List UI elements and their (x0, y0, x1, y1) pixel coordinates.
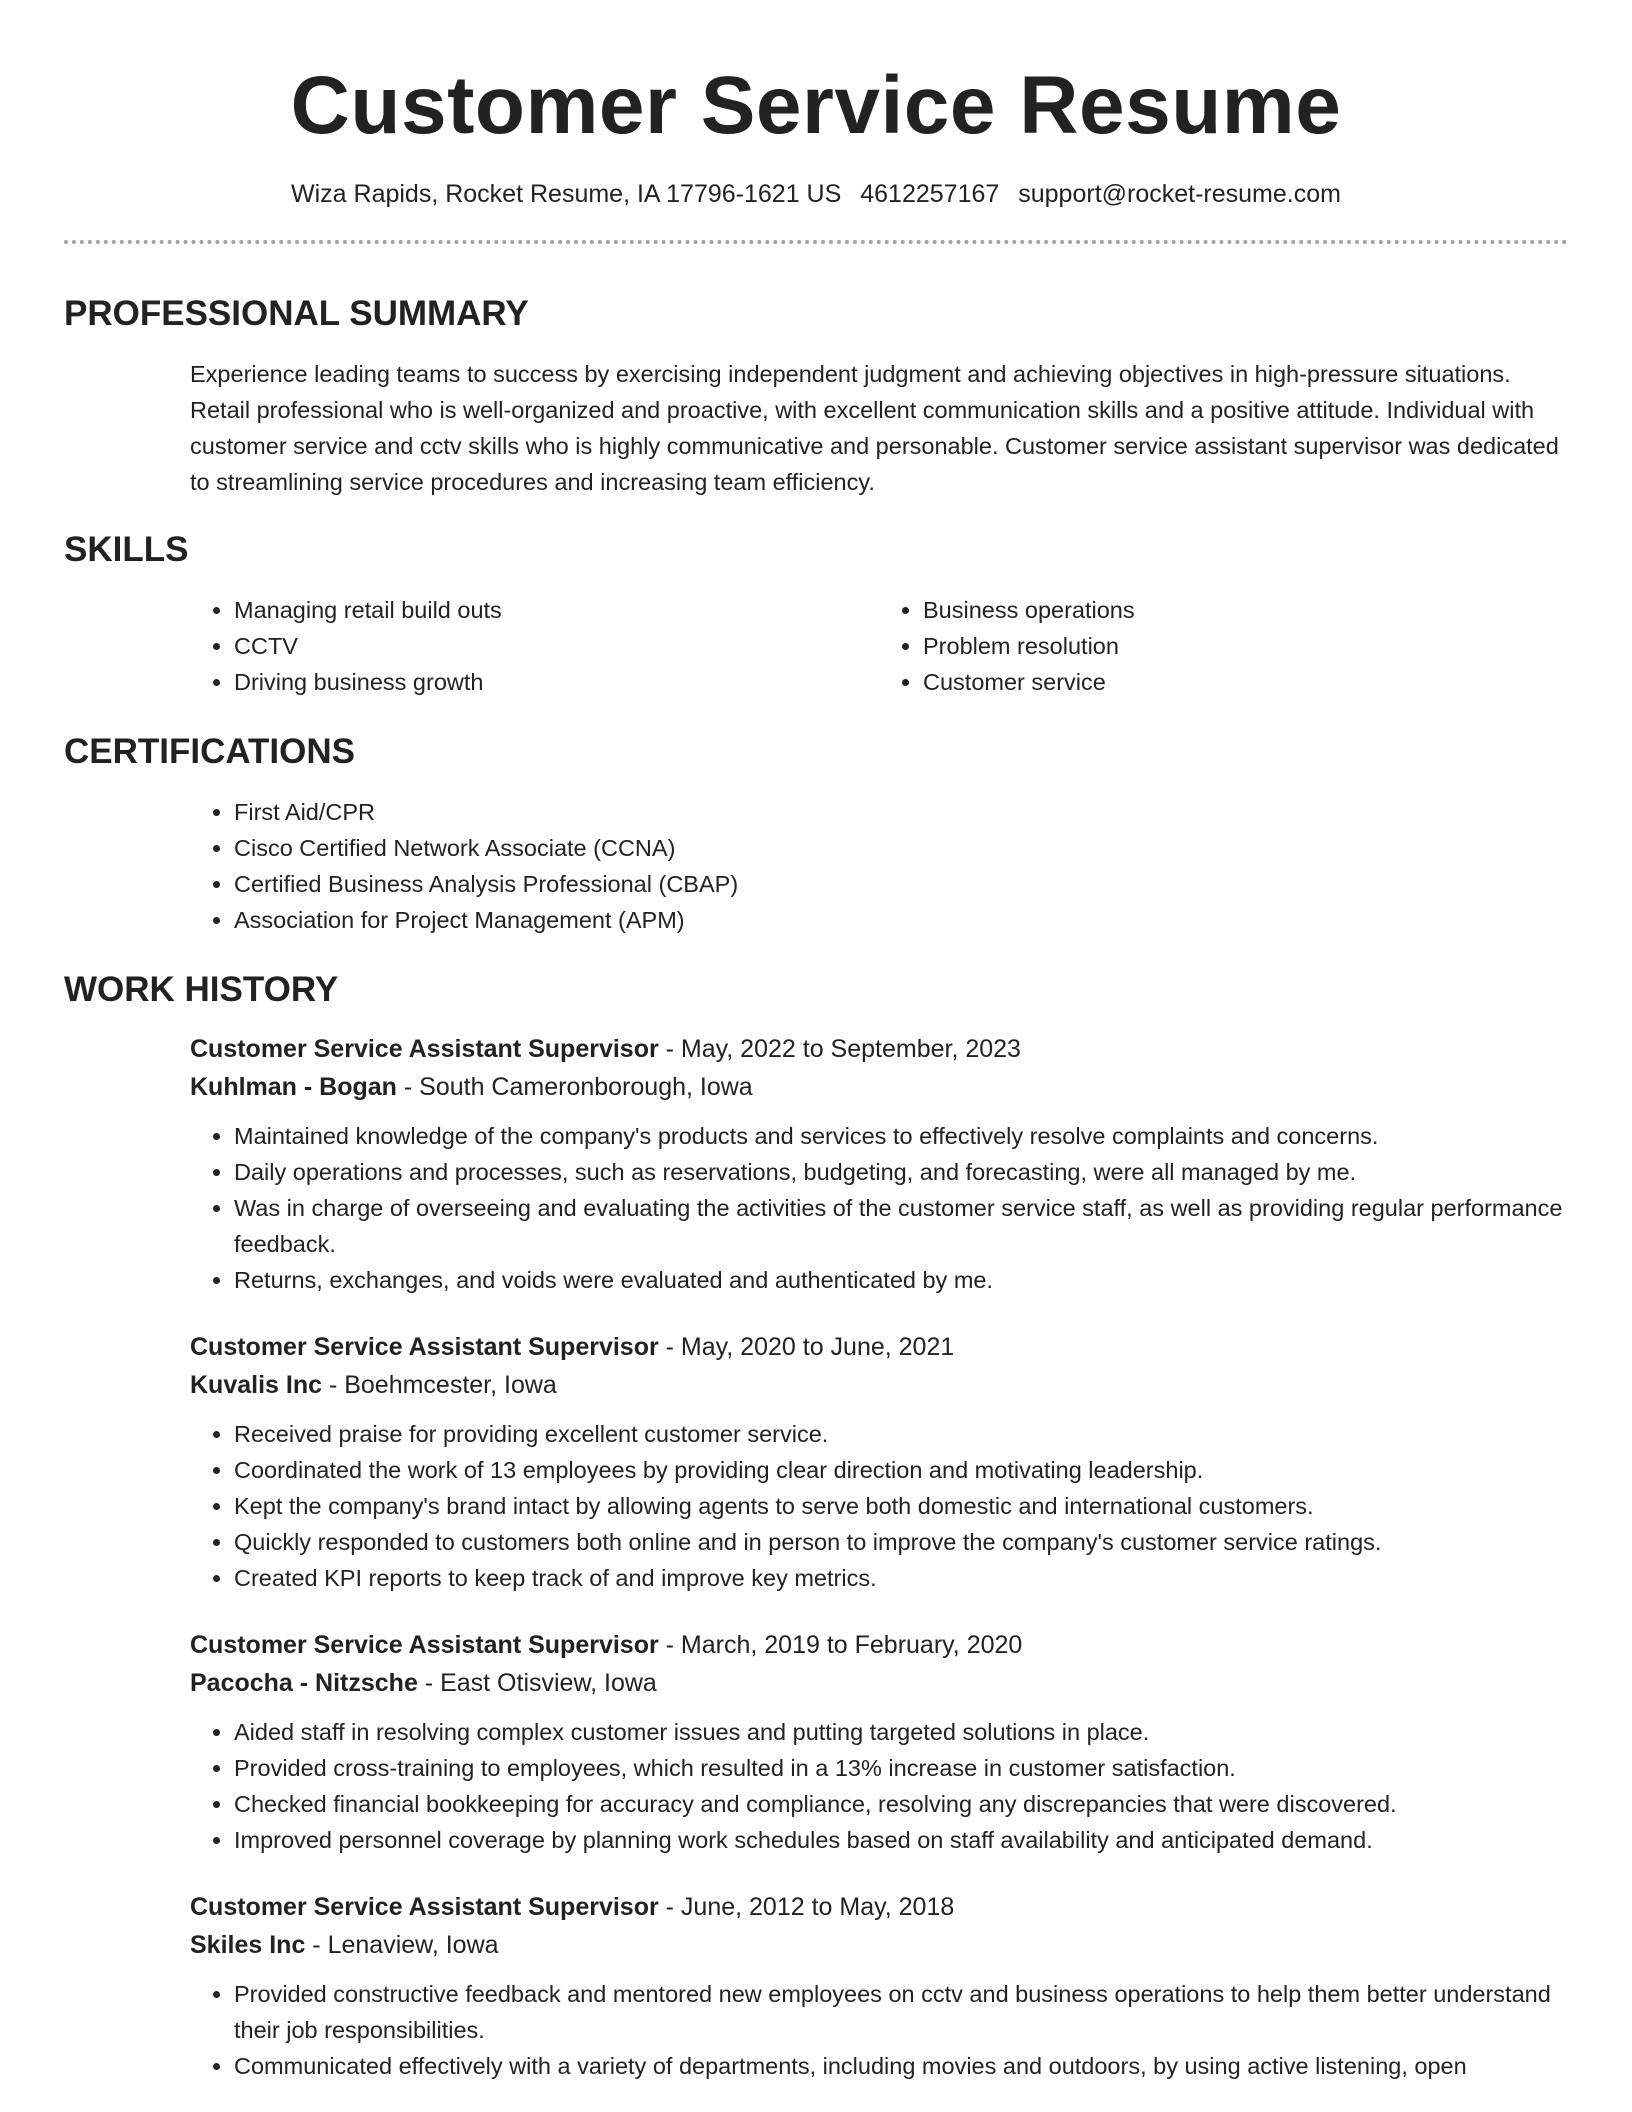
job-bullet: • Created KPI reports to keep track of and improve key metrics. (234, 1560, 1568, 1596)
job-title-line (190, 1626, 1568, 1664)
job-company: Pacocha - Nitzsche (190, 1669, 418, 1697)
skills-section (64, 528, 1568, 700)
job-title-line (190, 1328, 1568, 1366)
job-bullet: • Aided staff in resolving complex customer issues and putting targeted solutions in place. (234, 1714, 1568, 1750)
summary-section (64, 292, 1568, 500)
contact-email[interactable]: support@rocket-resume.com (1018, 180, 1341, 208)
job-bullet: • Checked financial bookkeeping for accuracy and compliance, resolving any discrepancies that were discovered. (234, 1786, 1568, 1822)
job-location: - East Otisview, Iowa (417, 1669, 657, 1697)
certifications-heading: CERTIFICATIONS (64, 732, 356, 771)
job-location: - South Cameronborough, Iowa (396, 1073, 753, 1101)
job-entry (190, 1328, 1568, 1596)
summary-text: Experience leading teams to success by exercising independent judgment and achieving objectives in high-pressure situations. Retail professional who is well-organized and proactive, with excellent communication skills and a positive attitude. Individual with customer service and cctv skills who is highly communicative and personable. Customer service assistant supervisor was dedicated to streamlining service procedures and increasing team efficiency. (190, 361, 1559, 495)
job-entry (190, 1030, 1568, 1298)
skill-item: • Managing retail build outs (234, 592, 879, 628)
job-bullet: • Quickly responded to customers both online and in person to improve the company's customer service ratings. (234, 1524, 1568, 1560)
job-company-line (190, 1366, 1568, 1404)
job-bullet: • Improved personnel coverage by planning work schedules based on staff availability and anticipated demand. (234, 1822, 1568, 1858)
job-title: Customer Service Assistant Supervisor (190, 1333, 659, 1361)
job-bullet: • Communicated effectively with a variety of departments, including movies and outdoors, by using active listening, open (234, 2048, 1568, 2084)
resume-page (64, 0, 1568, 2084)
skill-item: • Problem resolution (923, 628, 1568, 664)
job-dates: - June, 2012 to May, 2018 (658, 1893, 955, 1921)
job-dates: - May, 2022 to September, 2023 (658, 1035, 1021, 1063)
skill-item: • Business operations (923, 592, 1568, 628)
certifications-body (190, 794, 1568, 938)
job-title: Customer Service Assistant Supervisor (190, 1893, 659, 1921)
work-history-heading: WORK HISTORY (64, 970, 339, 1009)
contact-line (64, 176, 1568, 212)
contact-phone: 4612257167 (860, 180, 1000, 208)
skill-item: • Customer service (923, 664, 1568, 700)
certification-item: • Association for Project Management (APM) (234, 902, 1568, 938)
job-title-line (190, 1030, 1568, 1068)
resume-title: Customer Service Resume (290, 60, 1342, 151)
skill-item: • Driving business growth (234, 664, 879, 700)
certification-item: • First Aid/CPR (234, 794, 1568, 830)
job-company-line (190, 1926, 1568, 1964)
skills-heading: SKILLS (64, 530, 189, 569)
job-title: Customer Service Assistant Supervisor (190, 1035, 659, 1063)
job-bullet: • Maintained knowledge of the company's products and services to effectively resolve complaints and concerns. (234, 1118, 1568, 1154)
skills-column-right (879, 592, 1568, 700)
job-bullet: • Daily operations and processes, such as reservations, budgeting, and forecasting, were all managed by me. (234, 1154, 1568, 1190)
certification-item: • Certified Business Analysis Professional (CBAP) (234, 866, 1568, 902)
skills-list (190, 592, 1568, 700)
job-title-line (190, 1888, 1568, 1926)
job-company-line (190, 1664, 1568, 1702)
job-title: Customer Service Assistant Supervisor (190, 1631, 659, 1659)
job-bullet: • Was in charge of overseeing and evaluating the activities of the customer service staff, as well as providing regular performance feedback. (234, 1190, 1568, 1262)
job-bullets (190, 1416, 1568, 1596)
skill-item: • CCTV (234, 628, 879, 664)
job-bullet: • Received praise for providing excellent customer service. (234, 1416, 1568, 1452)
summary-body (190, 356, 1568, 500)
job-bullets (190, 1976, 1568, 2084)
job-bullets (190, 1714, 1568, 1858)
job-company: Skiles Inc (190, 1931, 306, 1959)
job-bullets (190, 1118, 1568, 1298)
contact-address: Wiza Rapids, Rocket Resume, IA 17796-1621 US (291, 180, 842, 208)
header-divider (64, 240, 1568, 244)
job-bullet: • Returns, exchanges, and voids were evaluated and authenticated by me. (234, 1262, 1568, 1298)
certifications-list (190, 794, 1568, 938)
job-bullet: • Coordinated the work of 13 employees by providing clear direction and motivating leadership. (234, 1452, 1568, 1488)
job-entry (190, 1626, 1568, 1858)
job-company: Kuhlman - Bogan (190, 1073, 397, 1101)
work-history-section (64, 968, 1568, 2084)
job-location: - Lenaview, Iowa (305, 1931, 499, 1959)
job-bullet: • Kept the company's brand intact by allowing agents to serve both domestic and international customers. (234, 1488, 1568, 1524)
certifications-section (64, 730, 1568, 938)
summary-heading: PROFESSIONAL SUMMARY (64, 294, 529, 333)
job-location: - Boehmcester, Iowa (322, 1371, 557, 1399)
job-company: Kuvalis Inc (190, 1371, 322, 1399)
job-bullet: • Provided cross-training to employees, which resulted in a 13% increase in customer satisfaction. (234, 1750, 1568, 1786)
skills-column-left (190, 592, 879, 700)
job-company-line (190, 1068, 1568, 1106)
job-bullet: • Provided constructive feedback and mentored new employees on cctv and business operations to help them better understand their job responsibilities. (234, 1976, 1568, 2048)
job-dates: - March, 2019 to February, 2020 (658, 1631, 1023, 1659)
certification-item: • Cisco Certified Network Associate (CCNA) (234, 830, 1568, 866)
job-dates: - May, 2020 to June, 2021 (658, 1333, 955, 1361)
job-entry (190, 1888, 1568, 2084)
